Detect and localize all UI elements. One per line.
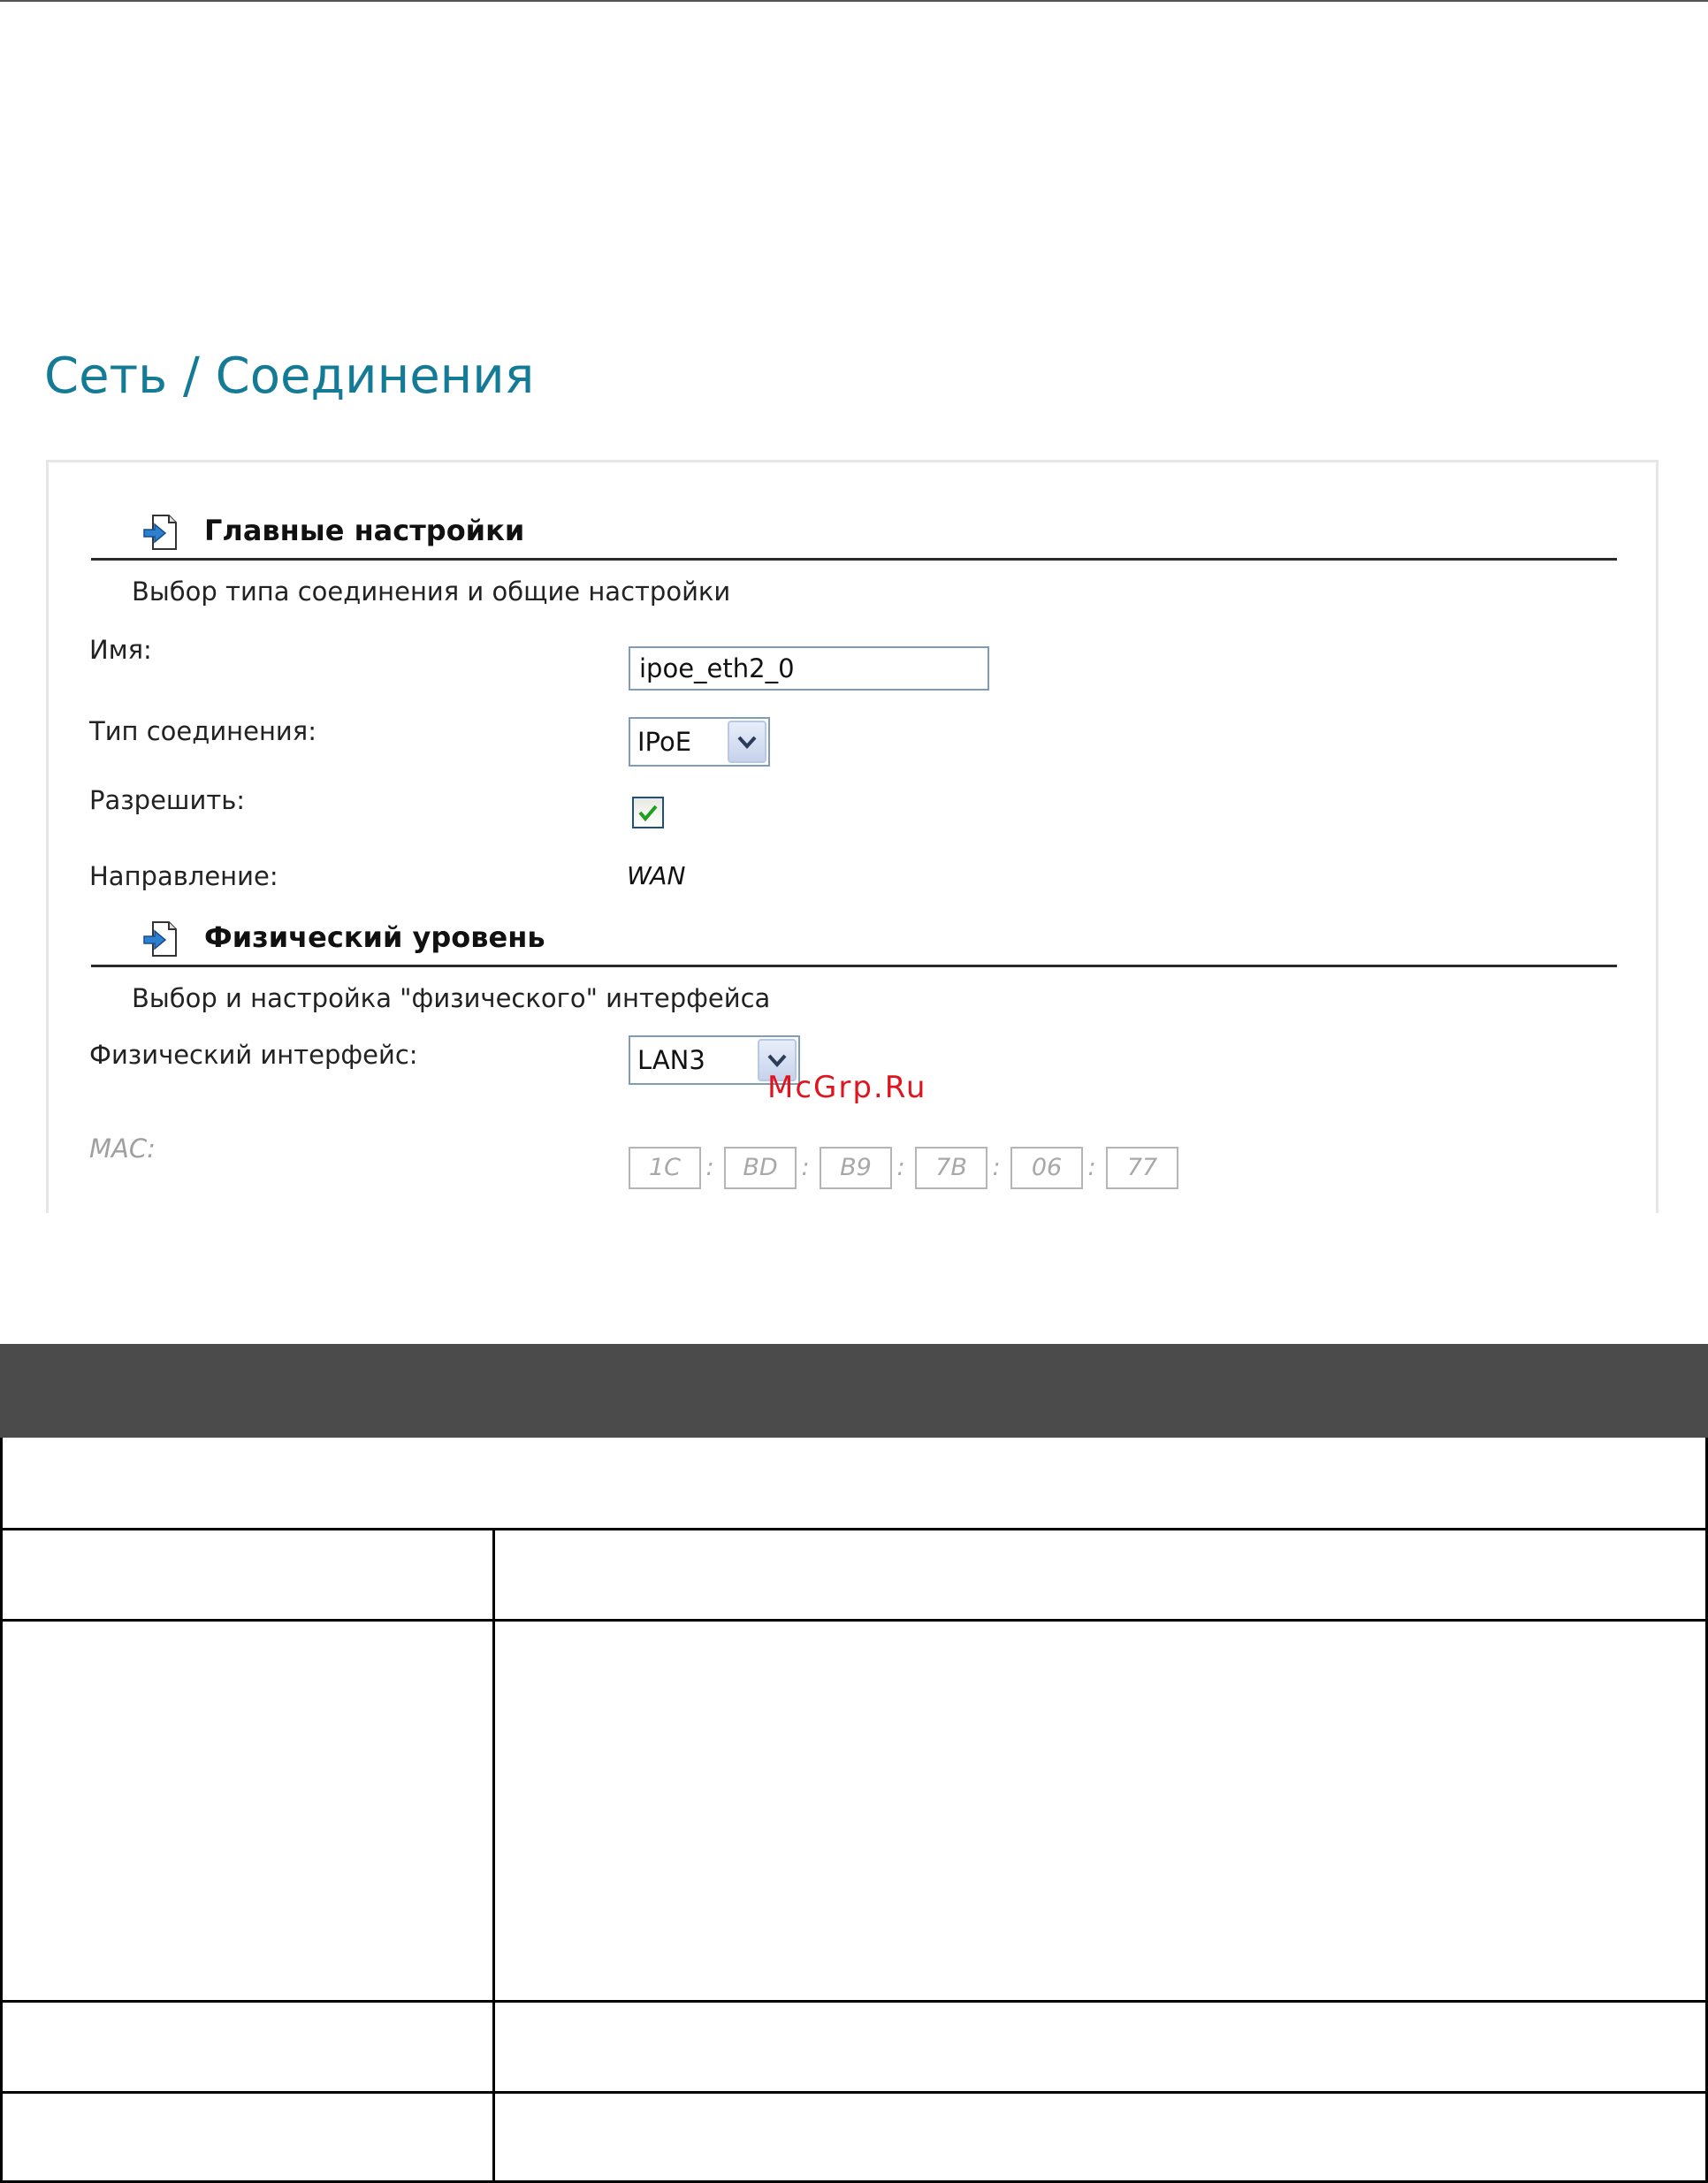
mac-separator: : [801,1154,810,1181]
physical-interface-label: Физический интерфейс: [89,1040,418,1070]
connection-type-value: IPoE [637,727,692,757]
top-rule [0,0,1708,2]
table-row-divider [0,2091,1708,2094]
mac-octet-6: 77 [1106,1147,1178,1189]
table-row-divider [0,1528,1708,1530]
mac-label: MAC: [89,1133,156,1164]
table-header [0,1344,1708,1438]
name-label: Имя: [89,635,152,665]
mac-octet-5: 06 [1010,1147,1083,1189]
mac-octet-3: B9 [820,1147,892,1189]
mac-octet-1: 1C [629,1147,701,1189]
direction-value: WAN [627,861,686,890]
enable-label: Разрешить: [89,785,246,815]
table-row-divider [0,1619,1708,1622]
dropdown-arrow-button[interactable] [728,721,766,763]
connection-type-label: Тип соединения: [89,716,316,746]
connection-type-select[interactable] [629,717,770,767]
chevron-down-icon [729,722,765,761]
mac-octet-2: BD [724,1147,797,1189]
page-title: Сеть / Соединения [44,347,535,405]
mac-octet-4: 7B [915,1147,987,1189]
section-main-description: Выбор типа соединения и общие настройки [132,576,731,607]
page-arrow-icon [142,920,178,958]
table-row-divider [0,2000,1708,2003]
parameters-table [0,1344,1708,2183]
physical-interface-value: LAN3 [637,1045,705,1075]
enable-checkbox[interactable] [632,797,664,828]
name-input[interactable] [629,646,989,691]
checkmark-icon [634,798,662,827]
mac-separator: : [705,1154,714,1181]
section-main-title: Главные настройки [204,514,525,547]
section-physical-header [91,915,1617,967]
section-physical-description: Выбор и настройка "физического" интерфейса [132,983,771,1013]
watermark: McGrp.Ru [767,1070,927,1105]
direction-label: Направление: [89,861,278,891]
table-column-divider [492,1528,495,2183]
mac-separator: : [992,1154,1001,1181]
mac-separator: : [1087,1154,1096,1181]
page-arrow-icon [142,514,178,551]
section-physical-title: Физический уровень [204,920,545,954]
table-left-border [0,1438,3,2183]
section-main-header [91,508,1617,561]
mac-separator: : [896,1154,905,1181]
